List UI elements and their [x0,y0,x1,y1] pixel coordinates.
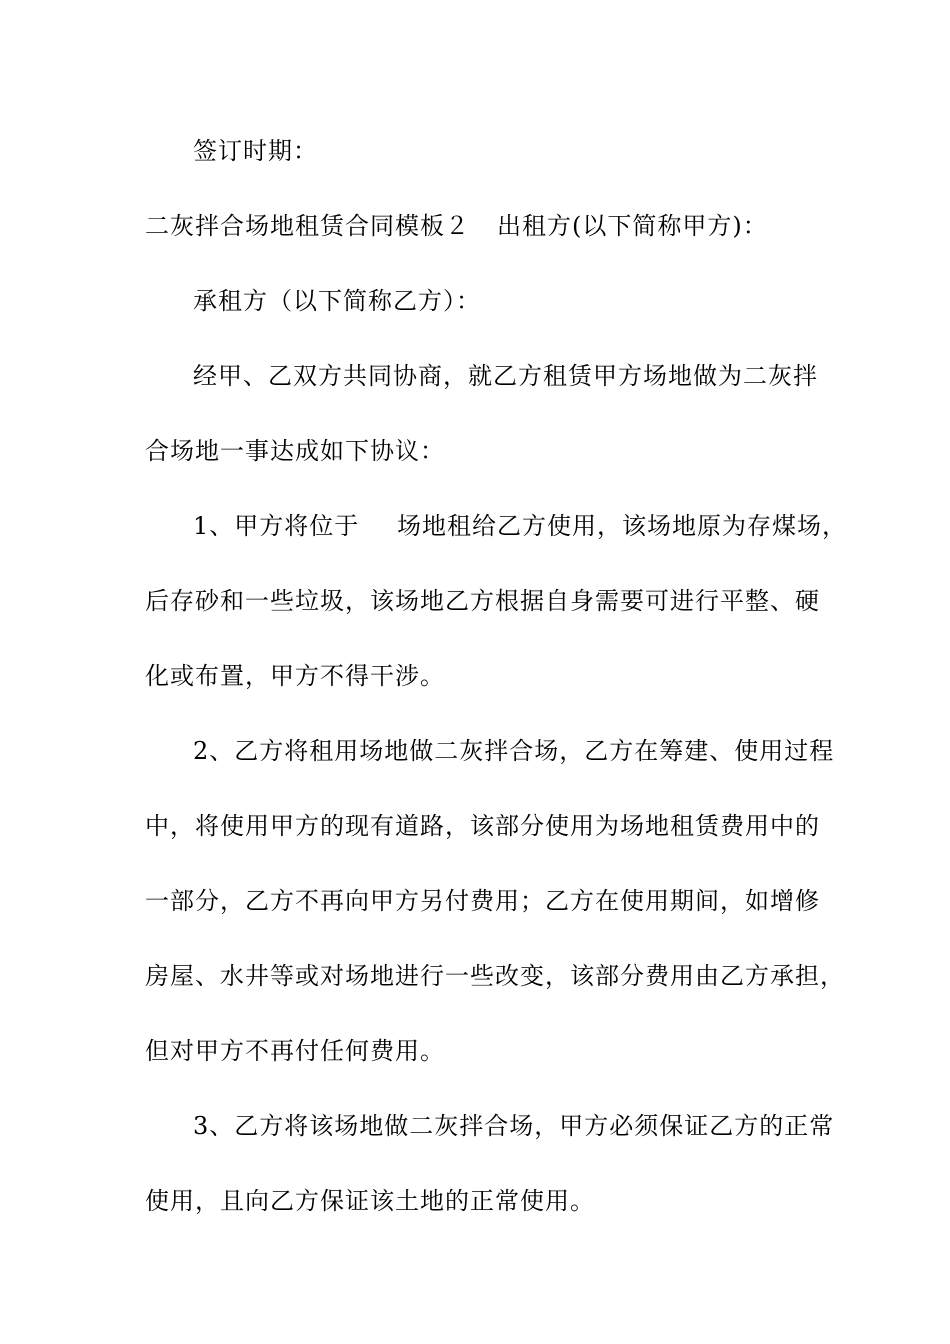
paragraph-line [0,510,950,542]
clause-2-text-2: 中，将使用甲方的现有道路，该部分使用为场地租赁费用中的 [145,812,820,840]
clause-1-text-3: 化或布置，甲方不得干涉。 [145,662,445,690]
intro-text-2: 合场地一事达成如下协议： [145,437,445,465]
clause-3-text-1: 3、乙方将该场地做二灰拌合场，甲方必须保证乙方的正常 [193,1112,835,1140]
paragraph-line [0,960,950,992]
clause-3-text-2: 使用，且向乙方保证该土地的正常使用。 [145,1187,595,1215]
paragraph-line [0,1185,950,1217]
intro-text-1: 经甲、乙双方共同协商，就乙方租赁甲方场地做为二灰拌 [193,362,818,390]
lessee-label: 承租方（以下简称乙方）： [193,287,481,315]
paragraph-line [0,585,950,617]
signing-date-label: 签订时期： [193,137,318,165]
clause-2-text-3: 一部分，乙方不再向甲方另付费用；乙方在使用期间，如增修 [145,887,820,915]
paragraph-line [0,1035,950,1067]
contract-title: 二灰拌合场地租赁合同模板２ [145,212,470,240]
clause-1-text-2: 后存砂和一些垃圾，该场地乙方根据自身需要可进行平整、硬 [145,587,820,615]
paragraph-line [0,1110,950,1142]
clause-2-text-4: 房屋、水井等或对场地进行一些改变，该部分费用由乙方承担， [145,962,845,990]
lessee-line [0,285,950,317]
paragraph-line [0,660,950,692]
paragraph-line [0,885,950,917]
paragraph-line [0,435,950,467]
clause-1-text-1: 场地租给乙方使用，该场地原为存煤场， [397,512,847,540]
title-line [0,210,950,242]
clause-2-text-5: 但对甲方不再付任何费用。 [145,1037,445,1065]
paragraph-line [0,360,950,392]
clause-2-text-1: 2、乙方将租用场地做二灰拌合场，乙方在筹建、使用过程 [193,737,835,765]
paragraph-line [0,810,950,842]
lessor-label: 出租方(以下简称甲方)： [497,212,768,240]
clause-1-start: 1、甲方将位于 [193,512,360,540]
signing-date-line [0,135,950,167]
paragraph-line [0,735,950,767]
